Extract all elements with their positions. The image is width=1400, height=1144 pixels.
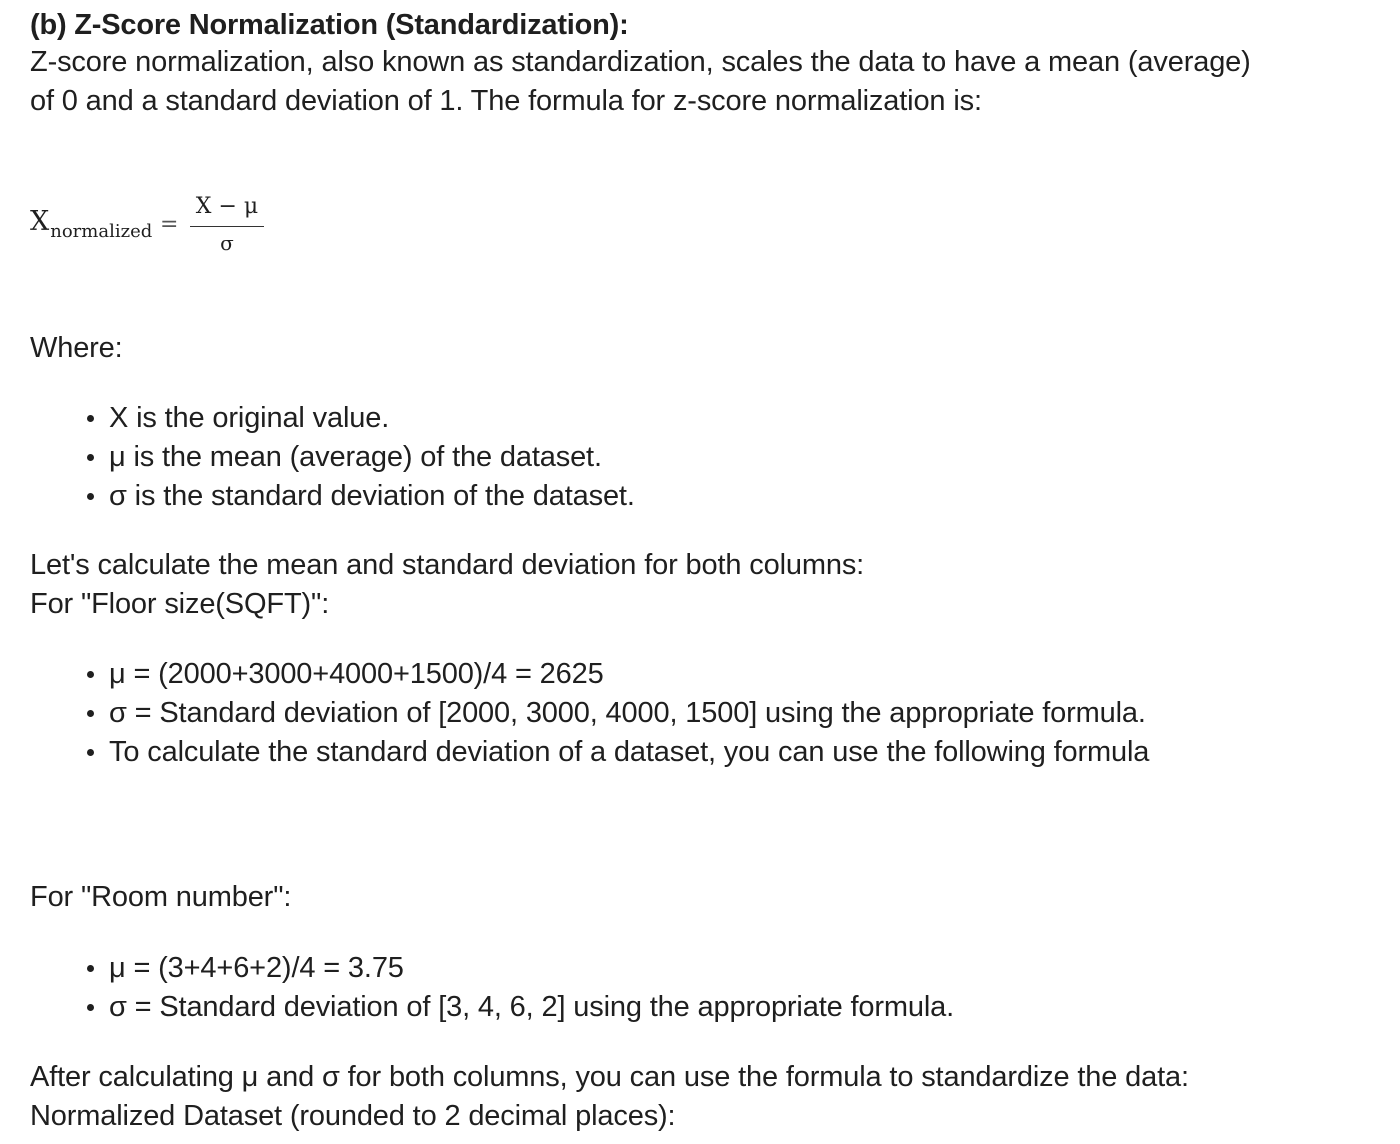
where-list [78,399,635,516]
room-number-list [78,949,954,1027]
list-item-text: σ is the standard deviation of the dataset. [109,480,635,512]
intro-line-1: Z-score normalization, also known as standardization, scales the data to have a mean (average) [30,46,1251,78]
list-item [78,477,635,516]
z-score-formula [30,186,330,266]
bullet-icon [87,415,94,422]
formula-numerator: X − μ [190,192,264,227]
where-label: Where: [30,332,123,364]
formula-fraction [190,192,264,259]
formula-lhs-symbol: X [30,206,50,237]
list-item [78,694,1149,733]
bullet-icon [87,749,94,756]
section-heading: (b) Z-Score Normalization (Standardization): [30,9,629,41]
list-item [78,949,954,988]
after-paragraph [30,1058,1189,1136]
bullet-icon [87,710,94,717]
formula-equals: = [160,212,179,237]
list-item-text: μ = (3+4+6+2)/4 = 3.75 [109,952,404,984]
list-item [78,399,635,438]
room-number-label: For "Room number": [30,881,292,913]
bullet-icon [87,671,94,678]
list-item-text: μ is the mean (average) of the dataset. [109,441,602,473]
bullet-icon [87,965,94,972]
after-line-2: Normalized Dataset (rounded to 2 decimal places): [30,1100,676,1132]
calc-line-1: Let's calculate the mean and standard deviation for both columns: [30,549,865,581]
after-line-1: After calculating μ and σ for both columns, you can use the formula to standardize the data: [30,1061,1189,1093]
list-item-text: X is the original value. [109,402,390,434]
calc-line-2: For "Floor size(SQFT)": [30,588,330,620]
bullet-icon [87,454,94,461]
bullet-icon [87,493,94,500]
list-item-text: σ = Standard deviation of [3, 4, 6, 2] using the appropriate formula. [109,991,955,1023]
formula-lhs [30,206,152,242]
formula-lhs-subscript: normalized [50,221,153,242]
list-item [78,733,1149,772]
list-item-text: σ = Standard deviation of [2000, 3000, 4000, 1500] using the appropriate formula. [109,697,1146,729]
list-item [78,655,1149,694]
formula-denominator: σ [220,231,234,255]
calc-paragraph [30,546,864,624]
intro-line-2: of 0 and a standard deviation of 1. The formula for z-score normalization is: [30,85,982,117]
intro-paragraph [30,43,1251,121]
list-item-text: μ = (2000+3000+4000+1500)/4 = 2625 [109,658,604,690]
floor-size-list [78,655,1149,772]
bullet-icon [87,1004,94,1011]
list-item [78,988,954,1027]
list-item [78,438,635,477]
list-item-text: To calculate the standard deviation of a dataset, you can use the following formula [109,736,1150,768]
